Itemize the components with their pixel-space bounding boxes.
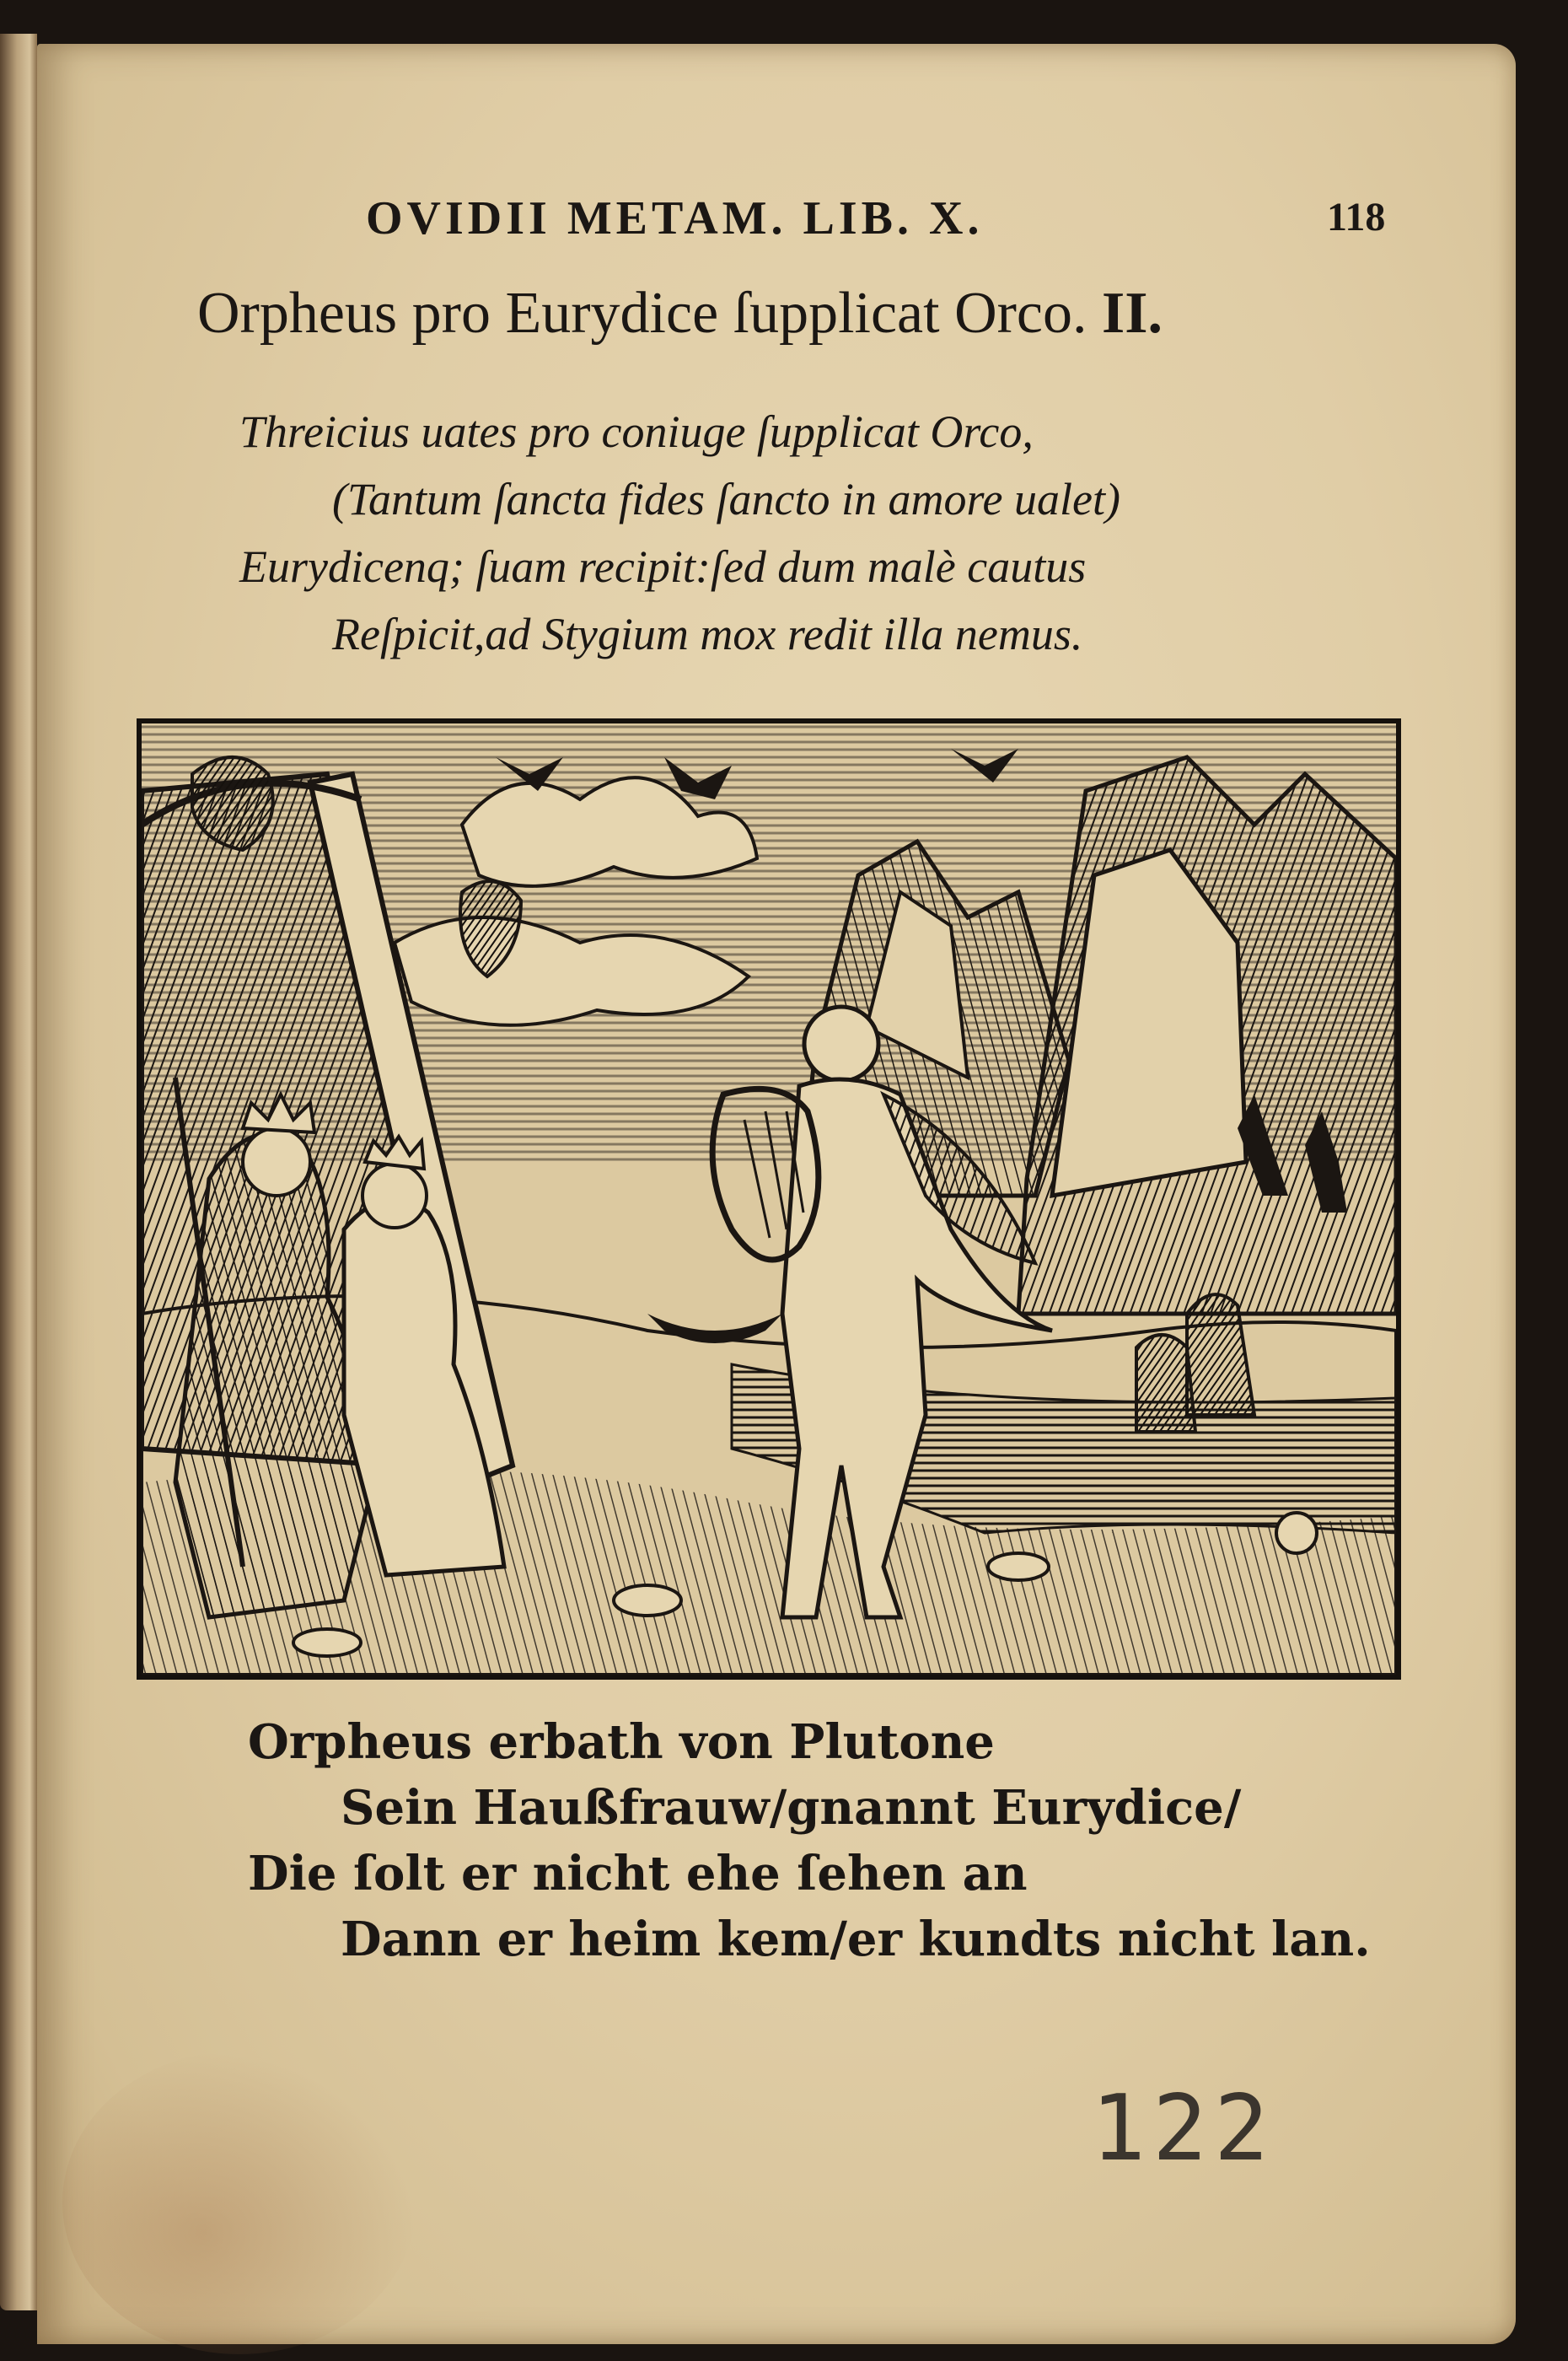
- book-page: [37, 44, 1516, 2344]
- folio-number: 118: [1327, 195, 1386, 239]
- latin-line: Eurydicenq; ſuam recipit:ſed dum malè cautus: [239, 541, 1087, 592]
- section-title-text: Orpheus pro Eurydice ſupplicat Orco.: [197, 281, 1087, 346]
- section-title: [197, 280, 1361, 347]
- latin-line: Threicius uates pro coniuge ſupplicat Orco,: [239, 406, 1034, 457]
- latin-line: Reſpicit,ad Stygium mox redit illa nemus.: [332, 609, 1083, 659]
- german-line: Dann er heim kem/er kundts nicht lan.: [341, 1912, 1371, 1967]
- german-line: Orpheus erbath von Plutone: [248, 1714, 995, 1770]
- running-head: OVIDII METAM. LIB. X.: [366, 192, 984, 245]
- foxing-stain: [62, 2051, 416, 2354]
- german-verse: [248, 1709, 1371, 1972]
- latin-epigram: [239, 398, 1120, 668]
- german-line: Sein Haußfrauw/gnannt Eurydice/: [341, 1780, 1242, 1836]
- latin-line: (Tantum ſancta fides ſancto in amore ualet): [332, 474, 1120, 524]
- woodcut-illustration-icon: [142, 723, 1396, 1675]
- facing-page-edge: [0, 34, 37, 2310]
- library-stamp-number: 122: [1091, 2076, 1276, 2181]
- section-numeral: II.: [1102, 281, 1163, 346]
- woodcut-illustration: [137, 718, 1401, 1680]
- german-line: Die ſolt er nicht ehe ſehen an: [248, 1846, 1028, 1901]
